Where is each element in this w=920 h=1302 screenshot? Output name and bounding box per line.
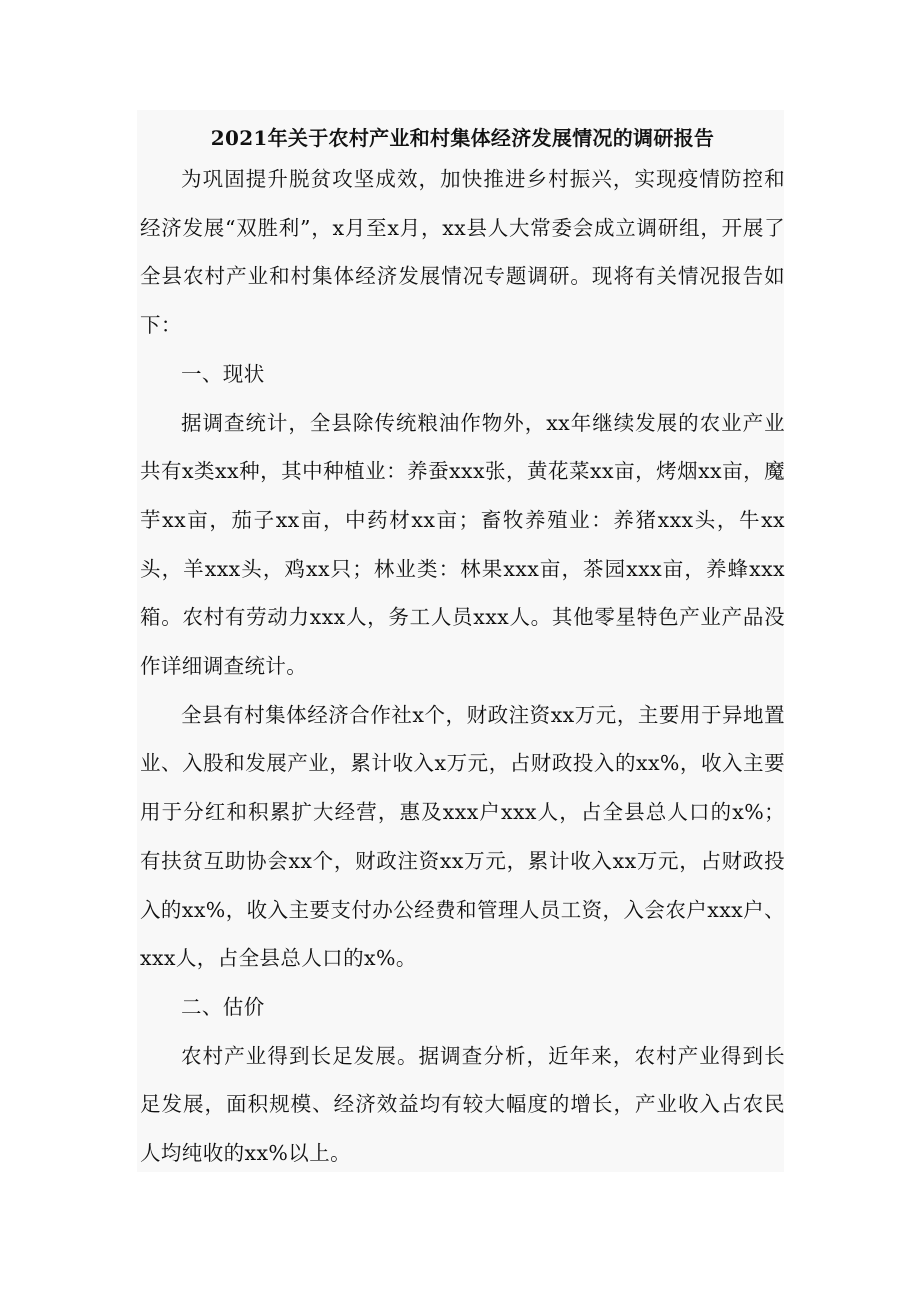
paragraph-industry-development: 农村产业得到长足发展。据调查分析，近年来，农村产业得到长足发展，面积规模、经济效益均有较大幅度的增长，产业收入占农民人均纯收的xx%以上。	[140, 1043, 785, 1166]
paragraph-intro: 为巩固提升脱贫攻坚成效，加快推进乡村振兴，实现疫情防控和经济发展“双胜利”，x月至x月，xx县人大常委会成立调研组，开展了全县农村产业和村集体经济发展情况专题调研。现将有关情况报告如下：	[140, 167, 785, 338]
document-title: 2021年关于农村产业和村集体经济发展情况的调研报告	[210, 126, 715, 150]
document-content	[140, 110, 785, 1178]
document-page	[137, 110, 784, 1172]
section-heading-status: 一、现状	[181, 361, 265, 386]
paragraph-collective-economy: 全县有村集体经济合作社x个，财政注资xx万元，主要用于异地置业、入股和发展产业，累计收入x万元，占财政投入的xx%，收入主要用于分红和积累扩大经营，惠及xxx户xxx人，占全县总人口的x%；有扶贫互助协会xx个，财政注资xx万元，累计收入xx万元，占财政投入的xx%，收入主要支付办公经费和管理人员工资，入会农户xxx户、xxx人，占全县总人口的x%。	[140, 702, 785, 971]
section-heading-evaluation: 二、估价	[181, 994, 265, 1019]
paragraph-industry-statistics: 据调查统计，全县除传统粮油作物外，xx年继续发展的农业产业共有x类xx种，其中种植业：养蚕xxx张，黄花菜xx亩，烤烟xx亩，魔芋xx亩，茄子xx亩，中药材xx亩；畜牧养殖业：养猪xxx头，牛xx头，羊xxx头，鸡xx只；林业类：林果xxx亩，茶园xxx亩，养蜂xxx箱。农村有劳动力xxx人，务工人员xxx人。其他零星特色产业产品没作详细调查统计。	[140, 410, 785, 679]
